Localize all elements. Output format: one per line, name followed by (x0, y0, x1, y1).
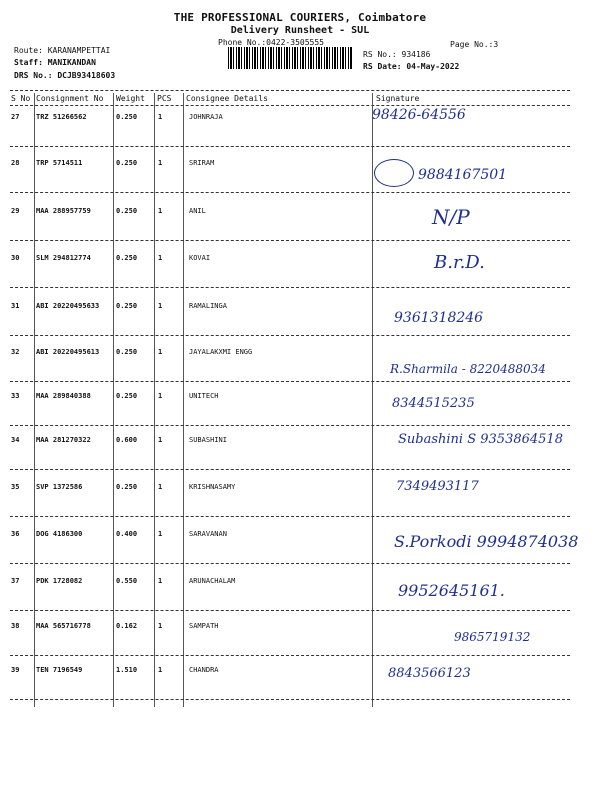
handwritten-signature: 9952645161. (398, 581, 505, 600)
row-sno: 32 (11, 348, 20, 356)
row-consignment: TRP 5714511 (36, 159, 83, 167)
handwritten-signature: 98426-64556 (372, 107, 466, 123)
row-divider (10, 192, 570, 193)
row-sno: 29 (11, 207, 20, 215)
row-pcs: 1 (158, 207, 163, 215)
handwritten-signature: R.Sharmila - 8220488034 (390, 362, 546, 376)
row-divider (10, 469, 570, 470)
row-pcs: 1 (158, 483, 163, 491)
row-consignment: MAA 565716778 (36, 622, 91, 630)
row-weight: 0.250 (116, 483, 138, 491)
handwritten-signature: 8344515235 (392, 396, 475, 411)
row-pcs: 1 (158, 113, 163, 121)
row-sno: 30 (11, 254, 20, 262)
row-sno: 31 (11, 302, 20, 310)
row-sno: 39 (11, 666, 20, 674)
row-sno: 33 (11, 392, 20, 400)
handwritten-signature: S.Porkodi 9994874038 (394, 532, 579, 551)
phone-number: Phone No.:0422-3505555 (218, 38, 324, 47)
row-pcs: 1 (158, 622, 163, 630)
row-consignee: SRIRAM (189, 159, 215, 167)
row-divider (10, 655, 570, 656)
row-weight: 0.250 (116, 302, 138, 310)
drs-number: DRS No.: DCJB93418603 (14, 71, 116, 80)
rs-date: RS Date: 04-May-2022 (363, 62, 460, 71)
row-divider (10, 699, 570, 700)
row-consignee: SARAVANAN (189, 530, 227, 538)
row-weight: 0.250 (116, 254, 138, 262)
row-sno: 38 (11, 622, 20, 630)
signature-scribble (374, 159, 414, 187)
handwritten-signature: 7349493117 (396, 479, 479, 494)
handwritten-signature: 9884167501 (418, 167, 508, 183)
row-divider (10, 335, 570, 336)
row-pcs: 1 (158, 666, 163, 674)
row-pcs: 1 (158, 159, 163, 167)
row-sno: 36 (11, 530, 20, 538)
row-consignment: ABI 20220495633 (36, 302, 100, 310)
row-divider (10, 563, 570, 564)
row-consignment: MAA 281270322 (36, 436, 91, 444)
row-consignment: MAA 289840388 (36, 392, 91, 400)
row-weight: 1.510 (116, 666, 138, 674)
row-sno: 28 (11, 159, 20, 167)
row-weight: 0.162 (116, 622, 138, 630)
col-header-sno: S No (11, 94, 31, 103)
row-divider (10, 287, 570, 288)
company-title: THE PROFESSIONAL COURIERS, Coimbatore (173, 11, 427, 24)
row-weight: 0.400 (116, 530, 138, 538)
row-consignee: KOVAI (189, 254, 211, 262)
row-consignee: JAYALAKXMI ENGG (189, 348, 253, 356)
row-pcs: 1 (158, 302, 163, 310)
row-divider (10, 381, 570, 382)
row-consignment: TRZ 51266562 (36, 113, 87, 121)
row-consignee: RAMALINGA (189, 302, 227, 310)
row-consignee: ARUNACHALAM (189, 577, 236, 585)
handwritten-signature: Subashini S 9353864518 (398, 432, 563, 447)
row-divider (10, 516, 570, 517)
col-header-consignee: Consignee Details (186, 94, 268, 103)
row-weight: 0.550 (116, 577, 138, 585)
row-consignment: PDK 1728082 (36, 577, 83, 585)
row-divider (10, 146, 570, 147)
row-consignment: TEN 7196549 (36, 666, 83, 674)
row-consignee: ANIL (189, 207, 206, 215)
col-header-weight: Weight (116, 94, 145, 103)
header-top-rule (10, 90, 570, 91)
row-consignee: SAMPATH (189, 622, 219, 630)
row-divider (10, 425, 570, 426)
rs-number: RS No.: 934186 (363, 50, 431, 59)
column-divider (183, 93, 184, 707)
row-divider (10, 610, 570, 611)
row-consignment: ABI 20220495613 (36, 348, 100, 356)
row-pcs: 1 (158, 392, 163, 400)
col-header-consignment: Consignment No (36, 94, 104, 103)
row-consignment: SVP 1372586 (36, 483, 83, 491)
row-sno: 35 (11, 483, 20, 491)
column-divider (154, 93, 155, 707)
row-sno: 27 (11, 113, 20, 121)
row-consignment: DOG 4186300 (36, 530, 83, 538)
handwritten-signature: 9865719132 (454, 630, 531, 644)
row-weight: 0.250 (116, 113, 138, 121)
row-weight: 0.600 (116, 436, 138, 444)
row-sno: 37 (11, 577, 20, 585)
row-weight: 0.250 (116, 207, 138, 215)
row-pcs: 1 (158, 577, 163, 585)
row-sno: 34 (11, 436, 20, 444)
row-consignee: SUBASHINI (189, 436, 227, 444)
barcode-image (228, 47, 352, 69)
row-pcs: 1 (158, 348, 163, 356)
handwritten-signature: 8843566123 (388, 666, 471, 681)
col-header-signature: Signature (376, 94, 420, 103)
column-divider (113, 93, 114, 707)
row-consignee: CHANDRA (189, 666, 219, 674)
route-label: Route: KARANAMPETTAI (14, 46, 111, 55)
handwritten-signature: N/P (432, 205, 470, 229)
row-consignment: SLM 294812774 (36, 254, 91, 262)
row-divider (10, 240, 570, 241)
row-pcs: 1 (158, 436, 163, 444)
column-divider (34, 93, 35, 707)
row-pcs: 1 (158, 530, 163, 538)
row-pcs: 1 (158, 254, 163, 262)
row-consignee: KRISHNASAMY (189, 483, 236, 491)
handwritten-signature: 9361318246 (394, 310, 484, 326)
row-weight: 0.250 (116, 392, 138, 400)
column-divider (372, 93, 373, 707)
row-weight: 0.250 (116, 159, 138, 167)
row-consignment: MAA 288957759 (36, 207, 91, 215)
row-consignee: UNITECH (189, 392, 219, 400)
page-number: Page No.:3 (450, 40, 499, 49)
header-bottom-rule (10, 105, 570, 106)
handwritten-signature: B.r.D. (434, 252, 485, 273)
staff-label: Staff: MANIKANDAN (14, 58, 96, 67)
runsheet-title: Delivery Runsheet - SUL (230, 25, 370, 36)
row-consignee: JOHNRAJA (189, 113, 223, 121)
row-weight: 0.250 (116, 348, 138, 356)
col-header-pcs: PCS (157, 94, 172, 103)
